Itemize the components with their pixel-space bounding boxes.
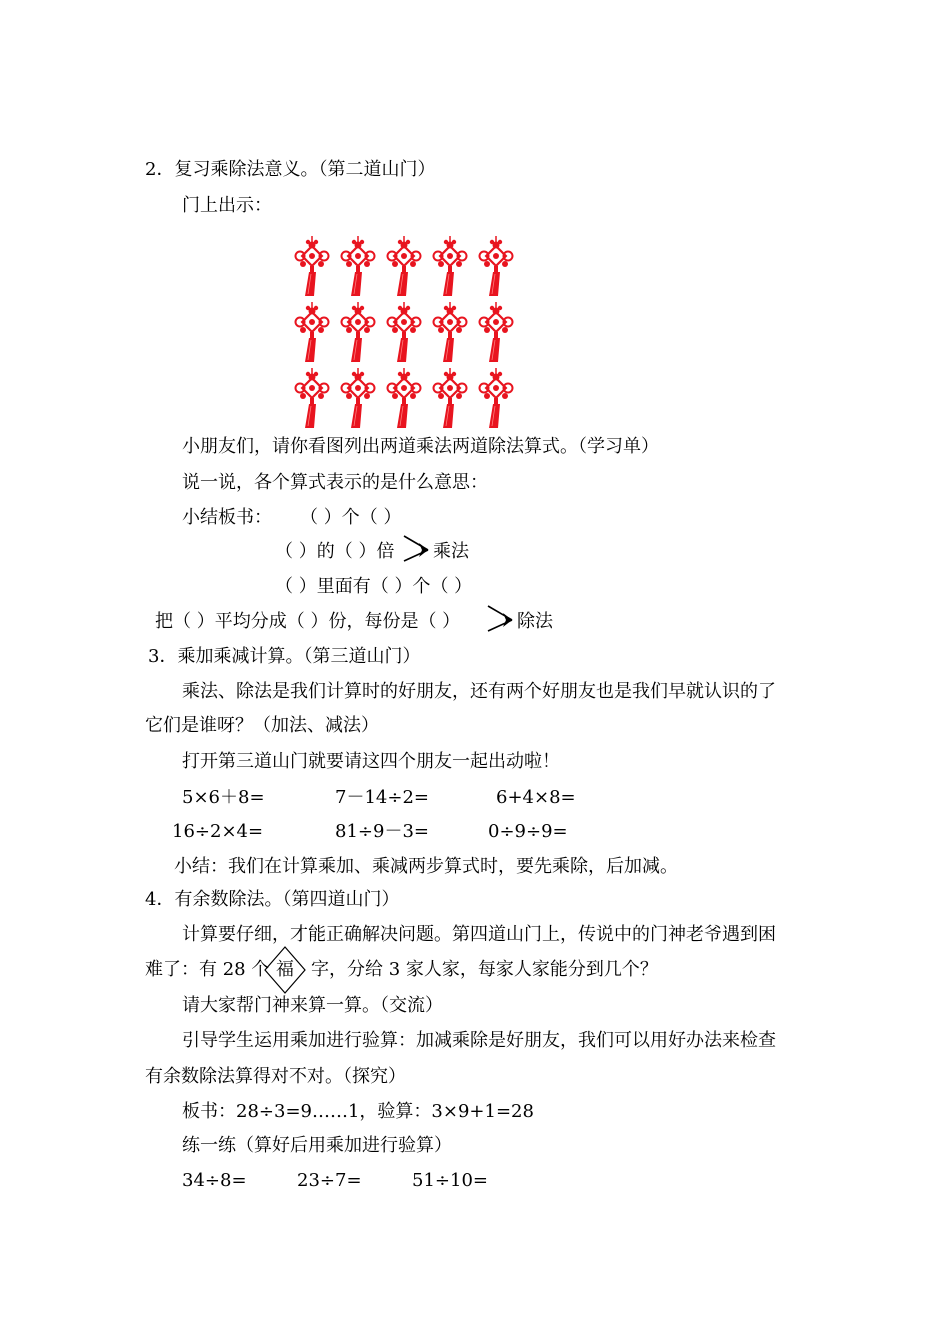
section-4-paragraph-1b-end: 字，分给 3 家人家，每家人家能分到几个？ <box>311 959 658 980</box>
chinese-knot-icon <box>342 236 375 296</box>
section-4-paragraph-2: 请大家帮门神来算一算。（交流） <box>182 995 443 1016</box>
section-2-heading: 2．复习乘除法意义。（第二道山门） <box>145 159 436 180</box>
section-3-paragraph-1b: 它们是谁呀？（加法、减法） <box>145 715 379 736</box>
door-shows-text: 门上出示： <box>182 195 272 216</box>
section-4-paragraph-3b: 有余数除法算得对不对。（探究） <box>145 1066 406 1087</box>
talk-text: 说一说，各个算式表示的是什么意思： <box>182 472 488 493</box>
practice-item: 34÷8= <box>182 1170 247 1191</box>
expression: 16÷2×4= <box>172 821 264 842</box>
chinese-knot-icon <box>434 236 467 296</box>
practice-title: 练一练（算好后用乘加进行验算） <box>182 1135 452 1156</box>
instruction-text: 小朋友们，请你看图列出两道乘法两道除法算式。（学习单） <box>182 436 659 457</box>
chinese-knot-icon <box>342 302 375 362</box>
summary-label: 小结板书： <box>182 507 272 528</box>
summary-line-3: （ ）里面有（ ）个（ ） <box>275 576 473 597</box>
section-4-paragraph-3a: 引导学生运用乘加进行验算：加减乘除是好朋友，我们可以用好办法来检查 <box>182 1030 776 1051</box>
expression: 7－14÷2= <box>335 787 429 808</box>
practice-item: 23÷7= <box>297 1170 362 1191</box>
bracket-arrow-icon <box>398 533 434 563</box>
chinese-knot-icon <box>296 236 329 296</box>
chinese-knot-icon <box>342 368 375 428</box>
chinese-knot-icon <box>388 302 421 362</box>
chinese-knot-icon <box>480 302 513 362</box>
fu-character: 福 <box>276 959 294 980</box>
chinese-knot-icon <box>296 368 329 428</box>
chinese-knot-icon <box>388 236 421 296</box>
practice-item: 51÷10= <box>412 1170 488 1191</box>
expression: 0÷9÷9= <box>488 821 568 842</box>
chinese-knot-icon <box>434 368 467 428</box>
expression: 81÷9－3= <box>335 821 429 842</box>
section-3-paragraph-2: 打开第三道山门就要请这四个朋友一起出动啦！ <box>182 751 560 772</box>
chinese-knot-icon <box>434 302 467 362</box>
multiplication-label: 乘法 <box>433 541 469 562</box>
expression: 6+4×8= <box>496 787 576 808</box>
section-4-paragraph-1b-start: 难了：有 28 个 <box>145 959 270 980</box>
section-3-conclusion: 小结：我们在计算乘加、乘减两步算式时，要先乘除，后加减。 <box>174 856 678 877</box>
chinese-knot-icon <box>480 368 513 428</box>
chinese-knot-icon <box>480 236 513 296</box>
summary-line-4: 把（ ）平均分成（ ）份，每份是（ ） <box>155 611 461 632</box>
chinese-knots-image <box>290 232 522 430</box>
chinese-knot-icon <box>388 368 421 428</box>
summary-line-1: （ ）个（ ） <box>300 507 402 528</box>
board-work: 板书：28÷3=9……1，验算：3×9+1=28 <box>182 1101 534 1122</box>
section-3-paragraph-1a: 乘法、除法是我们计算时的好朋友，还有两个好朋友也是我们早就认识的了 <box>182 681 776 702</box>
summary-line-2: （ ）的（ ）倍 <box>275 541 395 562</box>
division-label: 除法 <box>517 611 553 632</box>
expression: 5×6＋8= <box>182 787 265 808</box>
section-3-heading: 3．乘加乘减计算。（第三道山门） <box>148 646 421 667</box>
chinese-knot-icon <box>296 302 329 362</box>
bracket-arrow-icon <box>482 603 518 633</box>
section-4-heading: 4．有余数除法。（第四道山门） <box>145 889 400 910</box>
section-4-paragraph-1a: 计算要仔细，才能正确解决问题。第四道山门上，传说中的门神老爷遇到困 <box>182 924 776 945</box>
